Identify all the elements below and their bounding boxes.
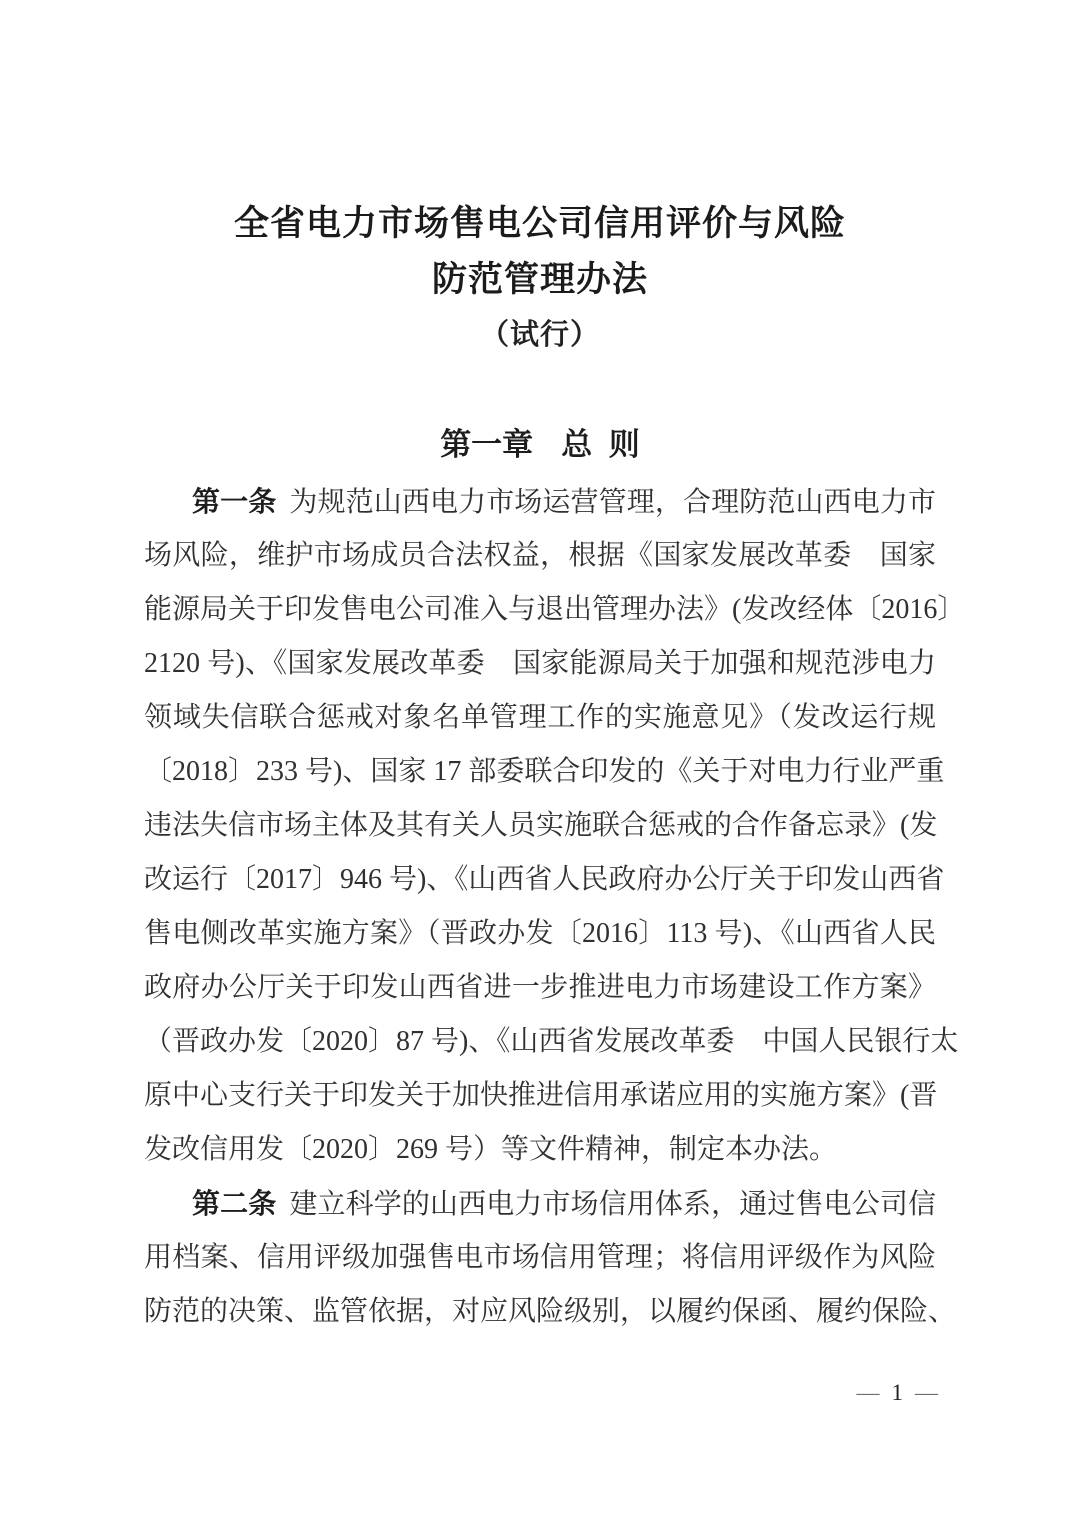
document-body xyxy=(144,475,966,1339)
body-line xyxy=(144,1015,959,1069)
paragraph xyxy=(144,1177,957,1339)
body-line xyxy=(144,1177,936,1231)
body-line-text: 违法失信市场主体及其有关人员实施联合惩戒的合作备忘录》(发 xyxy=(144,810,938,841)
body-line xyxy=(144,961,936,1015)
page-number-dash-right: — xyxy=(915,1380,938,1405)
body-line-text: 建立科学的山西电力市场信用体系，通过售电公司信 xyxy=(289,1189,936,1220)
body-line-text: 防范的决策、监管依据，对应风险级别，以履约保函、履约保险、 xyxy=(144,1296,957,1327)
body-line-text: 售电侧改革实施方案》（晋政办发〔2016〕113 号)、《山西省人民 xyxy=(144,918,936,949)
body-line-text: 改运行〔2017〕946 号)、《山西省人民政府办公厅关于印发山西省 xyxy=(144,864,945,895)
page-number-value: 1 xyxy=(891,1380,903,1405)
body-line-text: 为规范山西电力市场运营管理，合理防范山西电力市 xyxy=(289,487,936,518)
body-line xyxy=(144,583,966,637)
body-line-text: 发改信用发〔2020〕269 号）等文件精神，制定本办法。 xyxy=(144,1134,838,1165)
paragraph xyxy=(144,475,966,1177)
page-number xyxy=(857,1378,939,1408)
article-head: 第二条 xyxy=(192,1188,277,1219)
body-line xyxy=(144,907,936,961)
article-head: 第一条 xyxy=(192,486,277,517)
page-number-dash-left: — xyxy=(856,1380,880,1405)
document-subtitle: （试行） xyxy=(479,319,600,351)
body-line-text: 用档案、信用评级加强售电市场信用管理；将信用评级作为风险 xyxy=(144,1242,936,1273)
body-line-text: 2120 号)、《国家发展改革委 国家能源局关于加强和规范涉电力 xyxy=(144,648,936,679)
body-line xyxy=(144,1069,936,1123)
body-line xyxy=(144,475,936,529)
body-line-text: 场风险，维护市场成员合法权益，根据《国家发展改革委 国家 xyxy=(144,540,936,571)
body-line-text: 能源局关于印发售电公司准入与退出管理办法》(发改经体〔2016〕 xyxy=(144,594,966,625)
chapter-heading xyxy=(0,419,1080,464)
chapter-name: 总 则 xyxy=(561,427,640,462)
body-line-text: 政府办公厅关于印发山西省进一步推进电力市场建设工作方案》 xyxy=(144,972,936,1003)
body-line-text: 原中心支行关于印发关于加快推进信用承诺应用的实施方案》(晋 xyxy=(144,1080,938,1111)
body-line xyxy=(144,1285,957,1339)
body-line xyxy=(144,1123,936,1177)
body-line-text: （晋政办发〔2020〕87 号)、《山西省发展改革委 中国人民银行太 xyxy=(144,1026,959,1057)
document-title-line1: 全省电力市场售电公司信用评价与风险 xyxy=(233,204,846,243)
body-line-text: 〔2018〕233 号)、国家 17 部委联合印发的《关于对电力行业严重 xyxy=(144,756,945,787)
chapter-number: 第一章 xyxy=(440,427,534,462)
document-title xyxy=(0,196,1080,308)
body-line xyxy=(144,799,936,853)
body-line xyxy=(144,853,945,907)
body-line xyxy=(144,691,936,745)
body-line xyxy=(144,529,936,583)
document-title-line2: 防范管理办法 xyxy=(431,260,648,299)
body-line-text: 领域失信联合惩戒对象名单管理工作的实施意见》（发改运行规 xyxy=(144,702,936,733)
body-line xyxy=(144,745,945,799)
body-line xyxy=(144,637,936,691)
body-line xyxy=(144,1231,936,1285)
